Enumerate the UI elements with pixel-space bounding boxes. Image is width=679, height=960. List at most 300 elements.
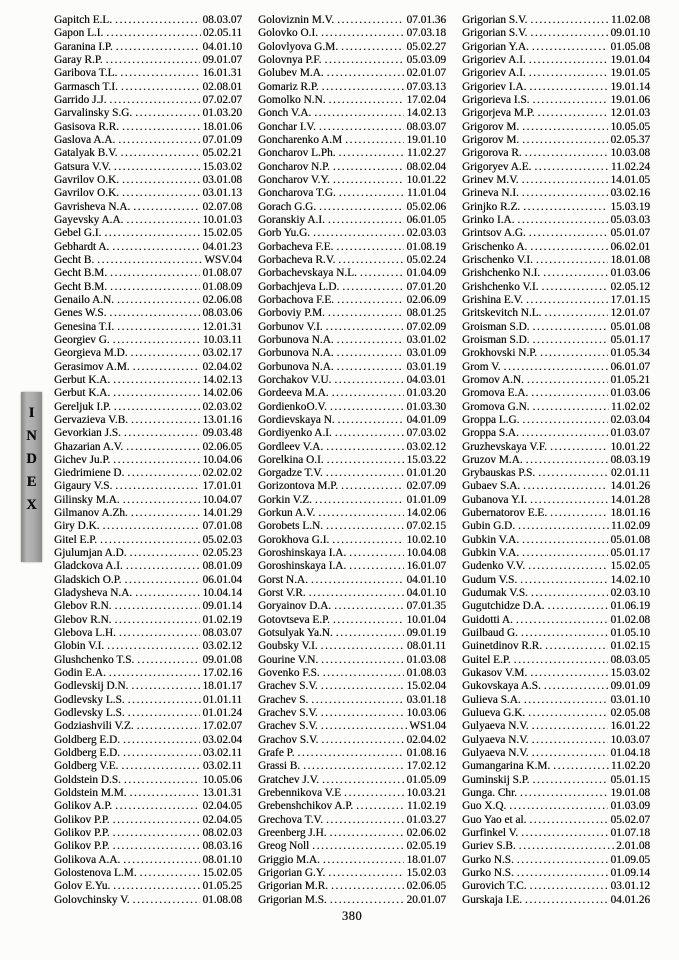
entry-code: 19.01.06 — [610, 93, 650, 106]
entry-code: 03.02.04 — [202, 733, 242, 746]
entry-code: 20.01.07 — [406, 893, 446, 906]
entry-code: 09.01.10 — [610, 27, 650, 40]
entry-name: Gritskevitch N.L. — [462, 307, 542, 320]
dot-leader — [509, 800, 608, 813]
index-entry — [258, 107, 446, 120]
entry-name: Grigorieva I.S. — [462, 93, 530, 106]
dot-leader — [112, 241, 200, 254]
entry-code: 02.03.03 — [406, 227, 446, 240]
dot-leader — [342, 281, 404, 294]
entry-code: 06.01.07 — [610, 360, 650, 373]
side-tab-letter: X — [26, 497, 37, 513]
index-entry — [462, 800, 650, 813]
dot-leader — [326, 441, 404, 454]
dot-leader — [322, 774, 404, 787]
index-entry — [258, 347, 446, 360]
index-entry — [462, 294, 650, 307]
entry-name: Goldberg E.D. — [54, 747, 120, 760]
entry-code: 04.01.10 — [202, 40, 242, 53]
entry-name: Golikov P.P. — [54, 813, 110, 826]
index-entry — [258, 547, 446, 560]
dot-leader — [531, 587, 609, 600]
dot-leader — [528, 560, 608, 573]
entry-name: Grinko I.A. — [462, 213, 515, 226]
entry-code: 10.03.21 — [406, 787, 446, 800]
entry-code: 10.05.05 — [610, 120, 650, 133]
entry-name: Giry D.K. — [54, 520, 100, 533]
entry-code: 04.01.09 — [406, 413, 446, 426]
index-entry — [462, 600, 650, 613]
entry-code: 02.04.02 — [202, 360, 242, 373]
dot-leader — [133, 361, 201, 374]
entry-code: WS1.04 — [409, 720, 446, 733]
entry-name: Golubev M.A. — [258, 67, 324, 80]
entry-code: 05.02.03 — [202, 533, 242, 546]
index-entry — [258, 427, 446, 440]
dot-leader — [339, 147, 405, 160]
entry-code: 17.02.04 — [406, 93, 446, 106]
entry-name: Gladskich O.P. — [54, 573, 122, 586]
entry-name: Gordeeva M.A. — [258, 387, 329, 400]
entry-name: Gonch V.A. — [258, 107, 312, 120]
entry-code: 15.02.05 — [202, 227, 242, 240]
entry-code: 09.01.08 — [202, 653, 242, 666]
index-entry — [258, 161, 446, 174]
index-entry — [462, 134, 650, 147]
entry-code: 19.01.10 — [406, 133, 446, 146]
side-tab-letter: E — [26, 474, 37, 490]
dot-leader — [544, 680, 609, 693]
entry-name: Glebova L.H. — [54, 627, 116, 640]
index-entry — [462, 774, 650, 787]
index-entry — [258, 441, 446, 454]
dot-leader — [522, 121, 608, 134]
dot-leader — [321, 734, 404, 747]
dot-leader — [104, 227, 200, 240]
entry-code: 07.02.09 — [406, 320, 446, 333]
entry-code: 14.01.28 — [610, 493, 650, 506]
entry-code: 05.02.24 — [406, 253, 446, 266]
entry-name: Grigoriev A.I. — [462, 53, 526, 66]
dot-leader — [529, 814, 608, 827]
entry-name: Greenberg J.H. — [258, 827, 327, 840]
entry-code: 03.02.12 — [202, 640, 242, 653]
index-entry — [54, 414, 242, 427]
index-entry — [258, 507, 446, 520]
entry-code: 10.04.07 — [202, 493, 242, 506]
dot-leader — [531, 387, 608, 400]
entry-name: Goloviznin M.V. — [258, 14, 335, 26]
dot-leader — [526, 294, 608, 307]
dot-leader — [103, 520, 201, 533]
index-entry — [54, 161, 242, 174]
index-entry — [258, 387, 446, 400]
entry-code: 10.04.08 — [406, 547, 446, 560]
entry-code: 03.01.10 — [610, 693, 650, 706]
index-entry — [258, 867, 446, 880]
dot-leader — [337, 334, 405, 347]
entry-code: 02.03.04 — [610, 413, 650, 426]
dot-leader — [529, 54, 609, 67]
index-entry — [54, 307, 242, 320]
index-entry — [54, 480, 242, 493]
dot-leader — [124, 427, 201, 440]
entry-code: 05.03.09 — [406, 53, 446, 66]
index-entry — [462, 427, 650, 440]
dot-leader — [529, 227, 609, 240]
entry-code: 11.02.02 — [610, 400, 650, 413]
index-entry — [462, 361, 650, 374]
dot-leader — [529, 67, 609, 80]
entry-name: Gubanova Y.I. — [462, 493, 527, 506]
entry-name: Groppa L.G. — [462, 413, 520, 426]
entry-code: 06.01.05 — [406, 213, 446, 226]
index-entry — [54, 707, 242, 720]
entry-code: 01.06.19 — [610, 600, 650, 613]
index-entry — [258, 640, 446, 653]
entry-name: Gromov A.N. — [462, 373, 524, 386]
index-entry — [54, 454, 242, 467]
entry-name: Gecht B.M. — [54, 267, 108, 280]
index-entry — [258, 587, 446, 600]
entry-code: 14.01.26 — [610, 480, 650, 493]
entry-name: Grigorian S.V. — [462, 14, 528, 26]
index-entry — [462, 640, 650, 653]
index-entry — [258, 14, 446, 27]
dot-leader — [113, 454, 200, 467]
entry-code: 08.03.07 — [202, 627, 242, 640]
dot-leader — [311, 694, 404, 707]
dot-leader — [537, 107, 608, 120]
entry-name: Gorchakov V.U. — [258, 373, 332, 386]
index-entry — [54, 814, 242, 827]
dot-leader — [504, 361, 609, 374]
dot-leader — [318, 507, 404, 520]
entry-name: Goldstein M.M. — [54, 787, 127, 800]
entry-name: Gurovich T.C. — [462, 880, 527, 893]
entry-code: 16.01.31 — [202, 67, 242, 80]
index-entry — [462, 534, 650, 547]
entry-name: Globin V.I. — [54, 640, 105, 653]
index-entry — [462, 321, 650, 334]
entry-code: 01.01.24 — [202, 707, 242, 720]
dot-leader — [328, 214, 405, 227]
dot-leader — [315, 494, 405, 507]
index-entry — [462, 614, 650, 627]
entry-code: 10.01.04 — [406, 613, 446, 626]
dot-leader — [113, 387, 200, 400]
index-entry — [54, 241, 242, 254]
entry-code: 15.03.19 — [610, 200, 650, 213]
dot-leader — [538, 467, 609, 480]
dot-leader — [330, 894, 405, 907]
dot-leader — [113, 374, 200, 387]
dot-leader — [337, 347, 405, 360]
entry-name: Glebov R.N. — [54, 600, 112, 613]
index-entry — [54, 361, 242, 374]
dot-leader — [523, 480, 608, 493]
entry-name: Gatsura V.V. — [54, 160, 111, 173]
index-entry — [462, 680, 650, 693]
dot-leader — [545, 640, 608, 653]
index-entry — [54, 427, 242, 440]
entry-name: Godlevsky L.S. — [54, 693, 125, 706]
index-entry — [54, 41, 242, 54]
dot-leader — [517, 854, 609, 867]
entry-code: 01.05.21 — [610, 373, 650, 386]
dot-leader — [522, 414, 608, 427]
index-column-2 — [258, 14, 446, 907]
dot-leader — [550, 441, 608, 454]
dot-leader — [328, 94, 404, 107]
dot-leader — [332, 534, 404, 547]
dot-leader — [127, 467, 200, 480]
dot-leader — [120, 67, 200, 80]
dot-leader — [541, 281, 608, 294]
entry-code: 11.02.20 — [610, 760, 650, 773]
entry-name: Gubernatorov E.E. — [462, 507, 548, 520]
entry-code: 08.03.06 — [202, 307, 242, 320]
index-entry — [258, 134, 446, 147]
dot-leader — [341, 480, 404, 493]
index-entry — [462, 387, 650, 400]
index-entry — [462, 627, 650, 640]
entry-code: 16.01.22 — [610, 720, 650, 733]
index-entry — [258, 760, 446, 773]
entry-code: 11.02.08 — [610, 14, 650, 26]
index-entry — [258, 321, 446, 334]
entry-name: Grineva N.I. — [462, 187, 519, 200]
index-entry — [258, 800, 446, 813]
entry-code: 10.04.14 — [202, 587, 242, 600]
dot-leader — [311, 574, 405, 587]
dot-leader — [532, 94, 608, 107]
index-entry — [462, 374, 650, 387]
entry-name: Grassi B. — [258, 760, 301, 773]
side-tab-letter: D — [26, 451, 37, 467]
entry-code: 01.04.09 — [406, 267, 446, 280]
entry-name: Garmasch T.I. — [54, 80, 118, 93]
entry-code: 08.01.25 — [406, 307, 446, 320]
index-entry — [462, 707, 650, 720]
dot-leader — [345, 134, 404, 147]
entry-code: 03.01.18 — [406, 693, 446, 706]
entry-name: Gavrilov O.K. — [54, 187, 119, 200]
index-entry — [54, 401, 242, 414]
entry-name: Gruzhevskaya V.F. — [462, 440, 547, 453]
entry-code: 01.05.09 — [406, 773, 446, 786]
entry-code: 02.01.11 — [610, 467, 650, 480]
index-entry — [462, 827, 650, 840]
index-entry — [462, 414, 650, 427]
entry-name: Grebennikova V.E — [258, 787, 342, 800]
entry-name: Grachev S.V. — [258, 680, 318, 693]
entry-code: 19.01.14 — [610, 80, 650, 93]
entry-code: 02.04.05 — [202, 800, 242, 813]
entry-name: Goncharenko A.M — [258, 133, 343, 146]
dot-leader — [337, 14, 404, 27]
index-entry — [258, 720, 446, 733]
entry-name: Grechova T.V. — [258, 813, 323, 826]
entry-code: 09.01.14 — [202, 600, 242, 613]
entry-code: 17.01.15 — [610, 293, 650, 306]
index-entry — [54, 894, 242, 907]
dot-leader — [327, 67, 405, 80]
entry-code: 02.05.37 — [610, 133, 650, 146]
entry-code: 03.02.12 — [406, 440, 446, 453]
entry-code: 01.07.18 — [610, 827, 650, 840]
index-entry — [54, 174, 242, 187]
dot-leader — [131, 414, 201, 427]
dot-leader — [328, 307, 405, 320]
entry-code: 03.02.16 — [610, 187, 650, 200]
index-entry — [258, 734, 446, 747]
entry-name: Grigorian G.Y. — [258, 867, 326, 879]
entry-code: 05.03.03 — [610, 213, 650, 226]
index-entry — [258, 494, 446, 507]
dot-leader — [333, 161, 405, 174]
index-entry — [54, 187, 242, 200]
entry-code: 15.03.22 — [406, 453, 446, 466]
entry-code: 14.02.10 — [610, 573, 650, 586]
dot-leader — [313, 227, 404, 240]
dot-leader — [100, 534, 200, 547]
index-entry — [258, 840, 446, 853]
entry-name: Griggio M.A. — [258, 853, 320, 866]
index-entry — [258, 294, 446, 307]
entry-code: 18.01.07 — [406, 853, 446, 866]
entry-code: 03.01.13 — [202, 187, 242, 200]
index-entry — [258, 600, 446, 613]
dot-leader — [337, 361, 405, 374]
index-entry — [462, 307, 650, 320]
index-entry — [462, 814, 650, 827]
entry-name: Grigorjeva M.P. — [462, 107, 535, 120]
index-entry — [462, 67, 650, 80]
side-tab-letter: I — [28, 405, 35, 421]
index-entry — [462, 121, 650, 134]
dot-leader — [321, 27, 405, 40]
entry-code: 04.01.10 — [406, 587, 446, 600]
entry-code: 15.03.02 — [202, 160, 242, 173]
entry-code: 02.05.12 — [610, 280, 650, 293]
index-entry — [258, 827, 446, 840]
entry-name: Gorbunov V.I. — [258, 320, 323, 333]
index-entry — [54, 800, 242, 813]
dot-leader — [330, 827, 405, 840]
index-entry — [462, 667, 650, 680]
dot-leader — [326, 520, 405, 533]
dot-leader — [339, 187, 405, 200]
entry-name: Garrido J.J. — [54, 93, 107, 106]
index-entry — [54, 214, 242, 227]
entry-code: 01.09.14 — [610, 867, 650, 879]
dot-leader — [314, 107, 404, 120]
dot-leader — [521, 627, 609, 640]
index-entry — [462, 547, 650, 560]
entry-code: 02.06.02 — [406, 827, 446, 840]
index-entry — [462, 734, 650, 747]
entry-code: 05.02.07 — [610, 813, 650, 826]
entry-name: Guminskij S.P. — [462, 773, 530, 786]
entry-code: 12.01.31 — [202, 320, 242, 333]
entry-code: 10.03.11 — [202, 333, 242, 346]
entry-code: 02.04.05 — [202, 813, 242, 826]
entry-name: Grigorian M.R. — [258, 880, 328, 893]
index-entry — [462, 720, 650, 733]
dot-leader — [344, 787, 404, 800]
entry-code: 13.01.16 — [202, 413, 242, 426]
dot-leader — [543, 267, 608, 280]
entry-code: 05.01.17 — [610, 547, 650, 560]
entry-name: Grinjko R.Z. — [462, 200, 521, 213]
side-tab-letter: N — [26, 428, 37, 444]
entry-name: Grom V. — [462, 360, 501, 373]
index-entry — [462, 494, 650, 507]
dot-leader — [525, 894, 609, 907]
index-entry — [258, 374, 446, 387]
dot-leader — [126, 441, 200, 454]
index-entry — [462, 747, 650, 760]
dot-leader — [526, 454, 609, 467]
entry-code: 08.01.09 — [202, 560, 242, 573]
page-number: 380 — [341, 909, 363, 923]
dot-leader — [303, 760, 404, 773]
entry-name: Gilmanov A.Zh. — [54, 507, 128, 520]
index-entry — [258, 81, 446, 94]
entry-name: Gurfinkel V. — [462, 827, 519, 840]
index-entry — [54, 494, 242, 507]
dot-leader — [533, 774, 609, 787]
entry-code: 01.08.09 — [202, 280, 242, 293]
index-entry — [54, 600, 242, 613]
entry-name: Grigorian Y.A. — [462, 40, 529, 53]
entry-name: Gorbunova N.A. — [258, 347, 334, 360]
entry-code: 10.01.22 — [610, 440, 650, 453]
entry-code: 15.02.05 — [202, 867, 242, 879]
index-entry — [258, 534, 446, 547]
index-entry — [258, 41, 446, 54]
entry-code: 01.01.09 — [406, 493, 446, 506]
entry-code: 01.02.19 — [202, 613, 242, 626]
entry-name: Goncharov L.Ph. — [258, 147, 336, 160]
index-entry — [462, 187, 650, 200]
entry-name: Gonchar I.V. — [258, 120, 316, 133]
dot-leader — [297, 747, 404, 760]
index-entry — [258, 54, 446, 67]
entry-code: 18.01.08 — [610, 253, 650, 266]
entry-code: 10.04.06 — [202, 453, 242, 466]
entry-code: 02.05.11 — [202, 27, 242, 40]
entry-code: 18.01.06 — [202, 120, 242, 133]
entry-name: Gurko N.S. — [462, 867, 514, 879]
entry-name: Gecht B.M. — [54, 280, 108, 293]
entry-code: 18.01.16 — [610, 507, 650, 520]
dot-leader — [326, 321, 405, 334]
entry-name: Golovlyova G.M. — [258, 40, 339, 53]
index-entry — [54, 587, 242, 600]
index-entry — [462, 507, 650, 520]
entry-code: 17.02.07 — [202, 720, 242, 733]
index-entry — [54, 774, 242, 787]
dot-leader — [135, 107, 200, 120]
dot-leader — [532, 401, 608, 414]
index-entry — [258, 414, 446, 427]
index-entry — [258, 654, 446, 667]
entry-name: Gubaev S.A. — [462, 480, 521, 493]
entry-name: Genes W.S. — [54, 307, 107, 320]
entry-code: 01.05.25 — [202, 880, 242, 893]
